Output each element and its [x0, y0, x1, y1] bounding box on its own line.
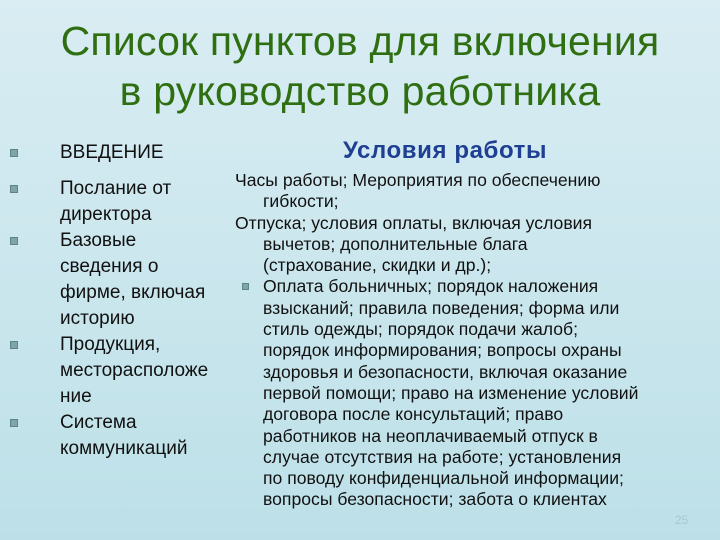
text-line: случае отсутствия на работе; установления — [263, 446, 622, 467]
left-bullet-list — [8, 140, 218, 462]
text-line: взысканий; правила поведения; форма или — [263, 297, 620, 318]
text-line: здоровья и безопасности, включая оказание — [263, 361, 628, 382]
conditions-paragraph — [235, 213, 705, 277]
square-bullet-icon — [10, 149, 18, 157]
conditions-heading: Условия работы — [343, 137, 548, 164]
text-line: вопросы безопасности; забота о клиентах — [263, 489, 607, 510]
page-number: 25 — [675, 513, 689, 527]
left-list-item — [8, 176, 218, 228]
left-list-item — [8, 140, 218, 166]
square-bullet-icon — [10, 237, 18, 245]
text-line: договора после консультаций; право — [263, 404, 564, 425]
square-bullet-icon — [10, 185, 18, 193]
left-item-text: Послание от директора — [60, 178, 172, 225]
text-line: (страхование, скидки и др.); — [263, 255, 492, 276]
conditions-text — [235, 170, 705, 511]
left-item-text: Система коммуникаций — [60, 412, 188, 459]
slide-title — [0, 16, 720, 116]
left-item-text: Базовые сведения о фирме, включая историю — [60, 230, 206, 329]
square-bullet-icon — [242, 283, 249, 290]
left-list-item — [8, 228, 218, 332]
slide-title-line-1: Список пунктов для включения — [60, 18, 660, 64]
square-bullet-icon — [10, 341, 18, 349]
text-line: Отпуска; условия оплаты, включая условия — [235, 212, 593, 233]
text-line: порядок информирования; вопросы охраны — [263, 340, 622, 361]
left-item-text: ВВЕДЕНИЕ — [60, 142, 164, 163]
conditions-paragraph — [235, 170, 705, 213]
conditions-bullet-paragraph — [235, 276, 705, 510]
text-line: Оплата больничных; порядок наложения — [263, 276, 599, 297]
text-line: Часы работы; Мероприятия по обеспечению — [235, 170, 601, 190]
text-line: вычетов; дополнительные блага — [263, 233, 528, 254]
square-bullet-icon — [10, 419, 18, 427]
text-line: по поводу конфиденциальной информации; — [263, 468, 624, 489]
slide-title-line-2: в руководство работника — [119, 68, 601, 114]
text-line: стиль одежды; порядок подачи жалоб; — [263, 319, 579, 340]
text-line: работников на неоплачиваемый отпуск в — [263, 425, 598, 446]
text-line: гибкости; — [263, 191, 339, 212]
left-item-text: Продукция, месторасположе ние — [60, 334, 209, 407]
left-list-item — [8, 410, 218, 462]
text-line: первой помощи; право на изменение условий — [263, 382, 639, 403]
left-list-item — [8, 332, 218, 410]
